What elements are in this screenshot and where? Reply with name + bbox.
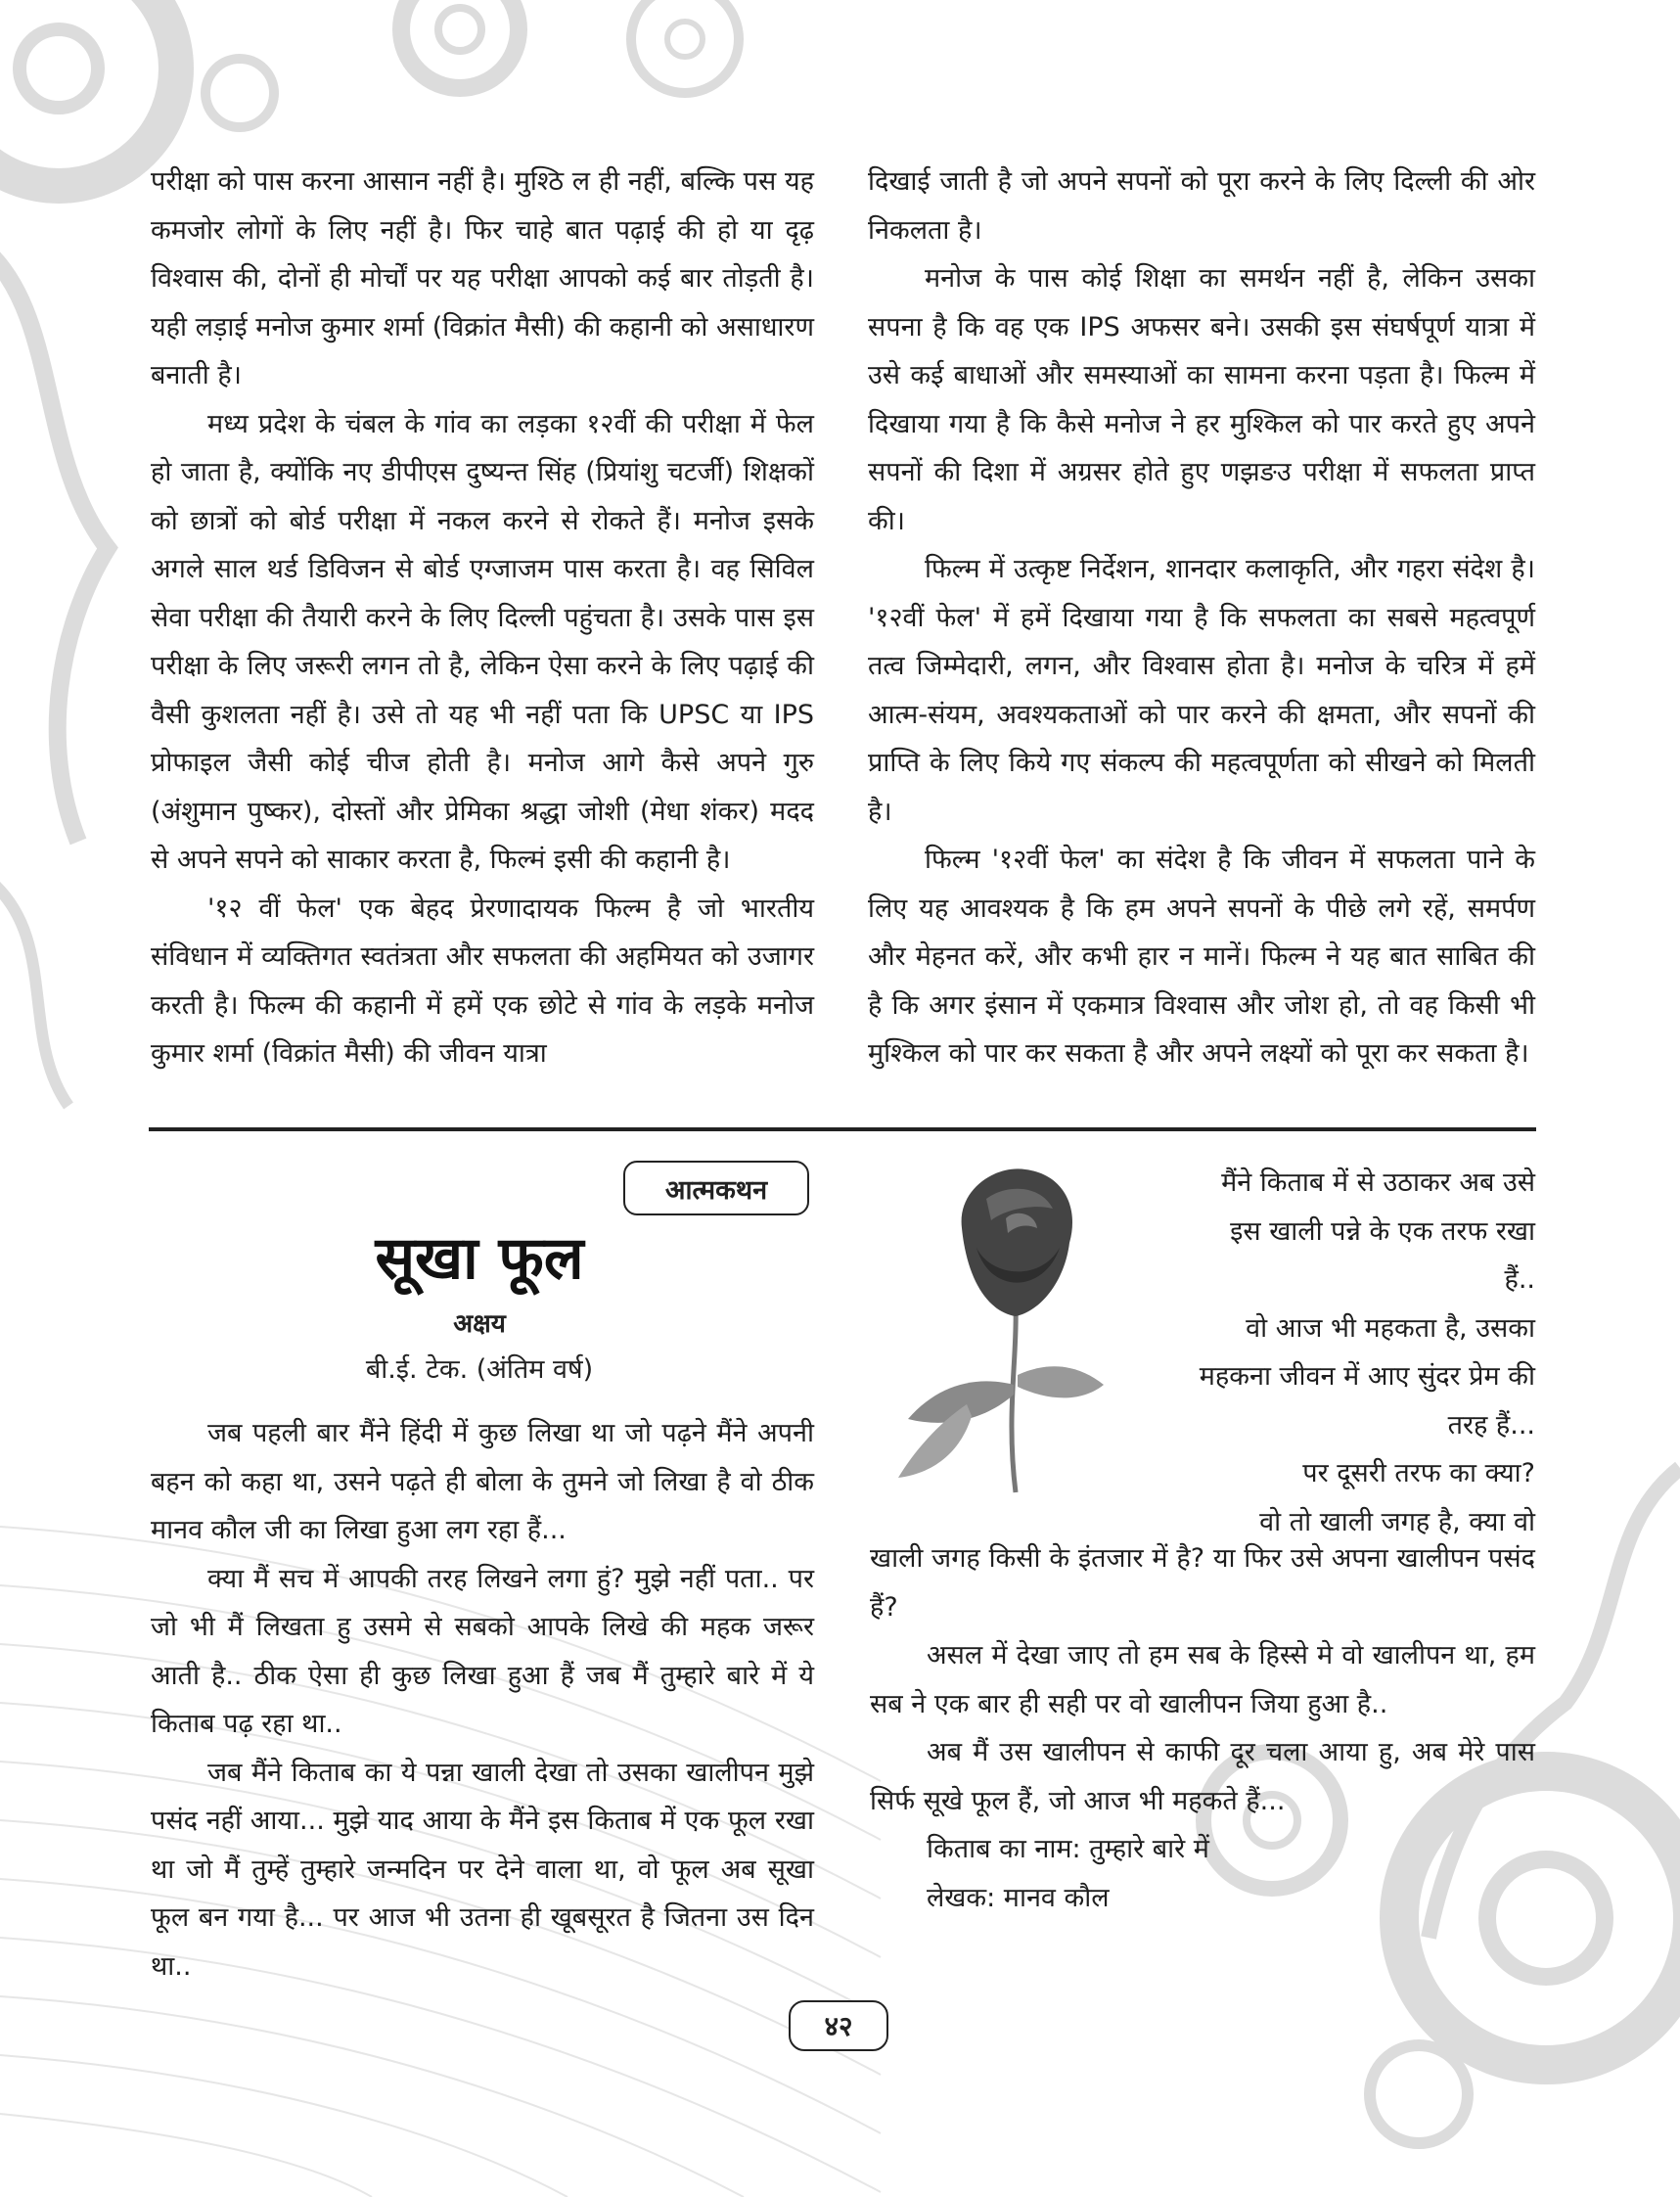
article-paragraph: दिखाई जाती है जो अपने सपनों को पूरा करने के लिए दिल्ली की ओर निकलता है। [868,166,1535,246]
poem-paragraph: असल में देखा जाए तो हम सब के हिस्से मे वो खालीपन था, हम सब ने एक बार ही सही पर वो खालीपन जिया हुआ है.. [870,1640,1535,1719]
poem-paragraph: मैंने किताब में से उठाकर अब उसे इस खाली पन्ने के एक तरफ रखा हैं.. [1221,1167,1535,1295]
article-paragraph: '१२ वीं फेल' एक बेहद प्रेरणादायक फिल्म है जो भारतीय संविधान में व्यक्तिगत स्वतंत्रता और सफलता की अहमियत को उजागर करती है। फिल्म की कहानी में हमें एक छोटे से गांव के लड़के मनोज कुमार शर्मा (विक्रांत मैसी) की जीवन यात्रा [151,893,814,1069]
poem-left-column [151,1409,814,1991]
article-right-column [868,158,1535,1078]
poem-paragraph: पर दूसरी तरफ का क्या? [1302,1458,1535,1488]
book-author: लेखक: मानव कौल [927,1882,1110,1913]
article-paragraph: मनोज के पास कोई शिक्षा का समर्थन नहीं है, लेकिन उसका सपना है कि वह एक IPS अफसर बने। उसकी इस संघर्षपूर्ण यात्रा में उसे कई बाधाओं और समस्याओं का सामना करना पड़ता है। फिल्म में दिखाया गया है कि कैसे मनोज ने हर मुश्किल को पार करते हुए अपने सपनों की दिशा में अग्रसर होते हुए णझङउ परीक्षा में सफलता प्राप्त की। [868,263,1535,536]
poem-paragraph: जब मैंने किताब का ये पन्ना खाली देखा तो उसका खालीपन मुझे पसंद नहीं आया... मुझे याद आया के मैंने इस किताब में एक फूल रखा था जो मैं तुम्हें तुम्हारे जन्मदिन पर देने वाला था, वो फूल अब सूखा फूल बन गया है... पर आज भी उतना ही खूबसूरत है जितना उस दिन था.. [151,1757,814,1982]
poem-paragraph: जब पहली बार मैंने हिंदी में कुछ लिखा था जो पढ़ने मैंने अपनी बहन को कहा था, उसने पढ़ते ही बोला के तुमने जो लिखा है वो ठीक मानव कौल जी का लिखा हुआ लग रहा हैं... [151,1418,814,1545]
poem-title: सूखा फूल [375,1224,584,1293]
article-paragraph: फिल्म '१२वीं फेल' का संदेश है कि जीवन में सफलता पाने के लिए यह आवश्यक है कि हम अपने सपनों के पीछे लगे रहें, समर्पण और मेहनत करें, और कभी हार न मानें। फिल्म ने यह बात साबित की है कि अगर इंसान में एकमात्र विश्वास और जोश हो, तो वह किसी भी मुश्किल को पार कर सकता है और अपने लक्ष्यों को पूरा कर सकता है। [868,845,1535,1069]
book-name: किताब का नाम: तुम्हारे बारे में [927,1834,1209,1864]
poem-right-top-column [1196,1159,1535,1546]
section-divider [149,1127,1536,1131]
poem-author-class: बी.ई. टेक. (अंतिम वर्ष) [365,1354,594,1385]
poem-paragraph: अब मैं उस खालीपन से काफी दूर चला आया हु, अब मेरे पास सिर्फ सूखे फूल हैं, जो आज भी महकते हैं... [870,1737,1535,1816]
poem-paragraph: क्या मैं सच में आपकी तरह लिखने लगा हुं? मुझे नहीं पता.. पर जो भी मैं लिखता हु उसमे से सबको आपके लिखे की महक जरूर आती है.. ठीक ऐसा ही कुछ लिखा हुआ हैं जब मैं तुम्हारे बारे में ये किताब पढ़ रहा था.. [151,1563,814,1739]
poem-author: अक्षय [453,1309,506,1339]
article-paragraph: परीक्षा को पास करना आसान नहीं है। मुश्ठि ल ही नहीं, बल्कि पस यह कमजोर लोगों के लिए नहीं है। फिर चाहे बात पढ़ाई की हो या दृढ़ विश्वास की, दोनों ही मोर्चों पर यह परीक्षा आपको कई बार तोड़ती है। यही लड़ाई मनोज कुमार शर्मा (विक्रांत मैसी) की कहानी को असाधारण बनाती है। [151,166,814,390]
poem-paragraph: वो तो खाली जगह है, क्या वो [1259,1506,1535,1537]
article-paragraph: मध्य प्रदेश के चंबल के गांव का लड़का १२वीं की परीक्षा में फेल हो जाता है, क्योंकि नए डीपीएस दुष्यन्त सिंह (प्रियांशु चटर्जी) शिक्षकों को छात्रों को बोर्ड परीक्षा में नकल करने से रोकते हैं। मनोज इसके अगले साल थर्ड डिविजन से बोर्ड एग्जाजम पास करता है। वह सिविल सेवा परीक्षा की तैयारी करने के लिए दिल्ली पहुंचता है। उसके पास इस परीक्षा के लिए जरूरी लगन तो है, लेकिन ऐसा करने के लिए पढ़ाई की वैसी कुशलता नहीं है। उसे तो यह भी नहीं पता कि UPSC या IPS प्रोफाइल जैसी कोई चीज होती है। मनोज आगे कैसे अपने गुरु (अंशुमान पुष्कर), दोस्तों और प्रेमिका श्रद्धा जोशी (मेधा शंकर) मदद से अपने सपने को साकार करता है, फिल्मं इसी की कहानी है। [151,408,814,875]
poem-right-column [870,1534,1535,1922]
section-tag: आत्मकथन [623,1161,809,1215]
rose-image [869,1160,1162,1497]
article-paragraph: फिल्म में उत्कृष्ट निर्देशन, शानदार कलाकृति, और गहरा संदेश है। '१२वीं फेल' में हमें दिखाया गया है कि सफलता का सबसे महत्वपूर्ण तत्व जिम्मेदारी, लगन, और विश्वास होता है। मनोज के चरित्र में हमें आत्म-संयम, अवश्यकताओं को पार करने की क्षमता, और सपनों की प्राप्ति के लिए किये गए संकल्प की महत्वपूर्णता को सीखने को मिलती है। [868,554,1535,827]
page-number: ४२ [789,2000,888,2051]
article-left-column [151,158,814,1078]
poem-paragraph: वो आज भी महकता है, उसका महकना जीवन में आए सुंदर प्रेम की तरह हैं... [1199,1312,1535,1441]
poem-paragraph: खाली जगह किसी के इंतजार में है? या फिर उसे अपना खालीपन पसंद हैं? [870,1543,1535,1623]
